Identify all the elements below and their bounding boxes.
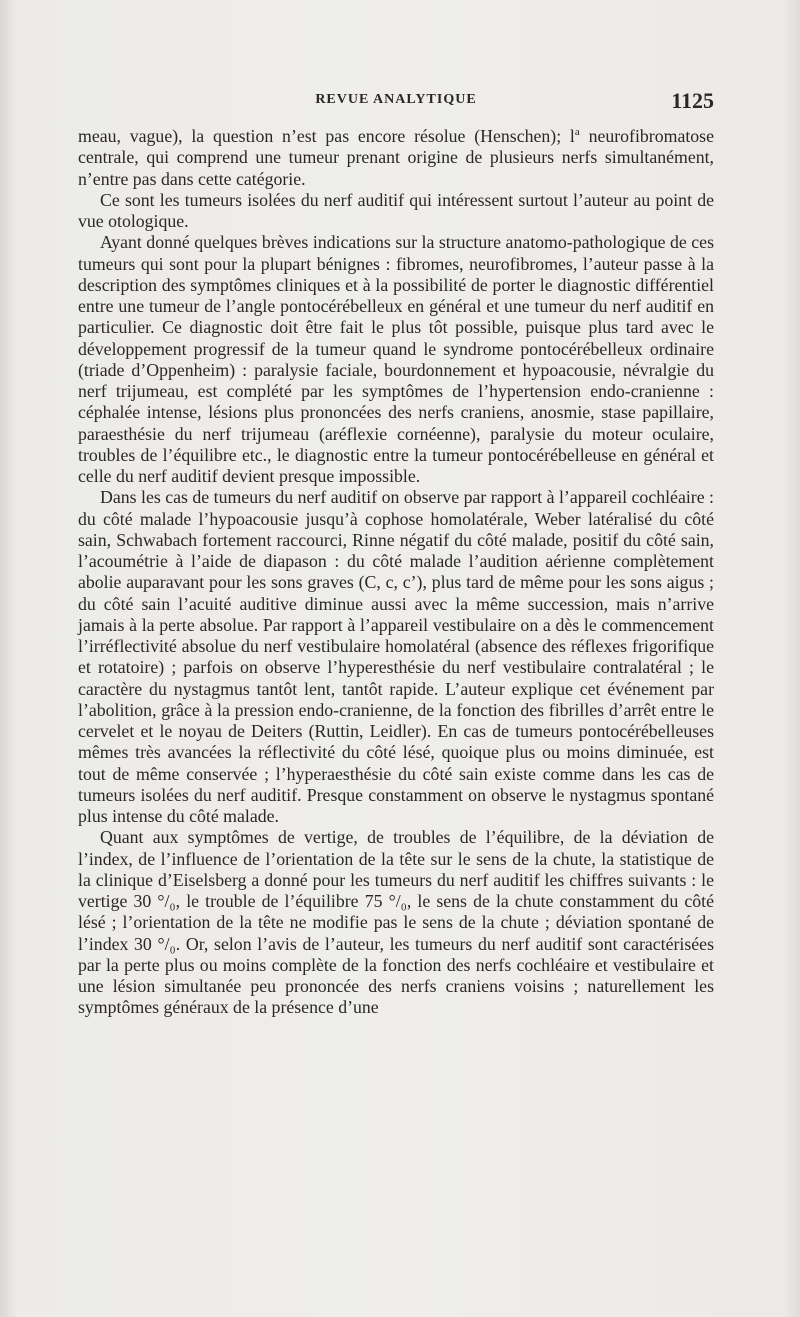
page-number: 1125 (671, 88, 714, 113)
paragraph-1-end: neurofibromatose centrale, qui comprend une tumeur prenant origine de plusieurs nerfs simultanément, n’entre pas dans cette catégorie. (78, 126, 714, 189)
running-title: REVUE ANALYTIQUE (315, 92, 477, 107)
paragraph-5: Quant aux symptômes de vertige, de troubles de l’équilibre, de la déviation de l’index, de l’influence de l’orientation de la tête sur le sens de la chute, la statistique de la clinique d’Eiselsberg a donné pour les tumeurs du nerf auditif les chiffres suivants : le vertige 30 °/₀, le trouble de l’équilibre 75 °/₀, le sens de la chute constamment du côté lésé ; l’orientation de la tête ne modifie pas le sens de la chute ; déviation spontané de l’index 30 °/₀. Or, selon l’avis de l’auteur, les tumeurs du nerf auditif sont caractérisées par la perte plus ou moins complète de la fonction des nerfs cochléaire et vestibulaire et une lésion simultanée peu prononcée des nerfs craniens voisins ; naturellement les symptômes généraux de la présence d’une (78, 827, 714, 1018)
paragraph-4: Dans les cas de tumeurs du nerf auditif on observe par rapport à l’appareil cochléaire : du côté malade l’hypoacousie jusqu’à cophose homolatérale, Weber latéralisé du côté sain, Schwabach fortement raccourci, Rinne négatif du côté malade, positif du côté sain, l’acoumétrie à l’aide de diapason : du côté malade l’audition aérienne complètement abolie auparavant pour les sons graves (C, c, c’), plus tard de même pour les sons aigus ; du côté sain l’acuité auditive diminue aussi avec la même succession, mais n’arrive jamais à la perte absolue. Par rapport à l’appareil vestibulaire on a dès le commencement l’irréflectivité absolue du nerf vestibulaire homolatéral (absence des réflexes frigorifique et rotatoire) ; parfois on observe l’hyperesthésie du nerf vestibulaire contralatéral ; le caractère du nystagmus tantôt lent, tantôt rapide. L’auteur explique cet événement par l’abolition, grâce à la pression endo-cranienne, de la fonction des fibrilles d’arrêt entre le cervelet et le noyau de Deiters (Ruttin, Leidler). En cas de tumeurs pontocérébelleuses mêmes très avancées la réflectivité du côté lésé, quoique plus ou moins diminuée, est tout de même conservée ; l’hyperaesthésie du côté sain existe comme dans les cas de tumeurs isolées du nerf auditif. Presque constamment on observe le nystagmus spontané plus intense du côté malade. (78, 487, 714, 826)
paragraph-1-start: meau, vague), la question n’est pas encore résolue (Henschen); l (78, 126, 575, 146)
paragraph-2: Ce sont les tumeurs isolées du nerf auditif qui intéressent surtout l’auteur au point de vue otologique. (78, 189, 714, 231)
body-text (78, 126, 714, 1019)
superscript-a: a (574, 126, 580, 139)
paragraph-3: Ayant donné quelques brèves indications sur la structure anatomo-pathologique de ces tumeurs qui sont pour la plupart bénignes : fibromes, neurofibromes, l’auteur passe à la description des symptômes cliniques et à la possibilité de porter le diagnostic différentiel entre une tumeur de l’angle pontocérébelleux en général et une tumeur du nerf auditif en particulier. Ce diagnostic doit être fait le plus tôt possible, puisque plus tard avec le développement progressif de la tumeur quand le syndrome pontocérébelleux ordinaire (triade d’Oppenheim) : paralysie faciale, bourdonnement et hypoacousie, névralgie du nerf trijumeau, est complété par les symptômes de l’hypertension endo-cranienne : céphalée intense, lésions plus prononcées des nerfs craniens, anosmie, stase papillaire, paraesthésie du nerf trijumeau (aréflexie cornéenne), paralysie du moteur oculaire, troubles de l’équilibre etc., le diagnostic entre la tumeur pontocérébelleuse en général et celle du nerf auditif devient presque impossible. (78, 232, 714, 486)
paragraph-1 (78, 126, 714, 190)
page-header (78, 88, 714, 118)
